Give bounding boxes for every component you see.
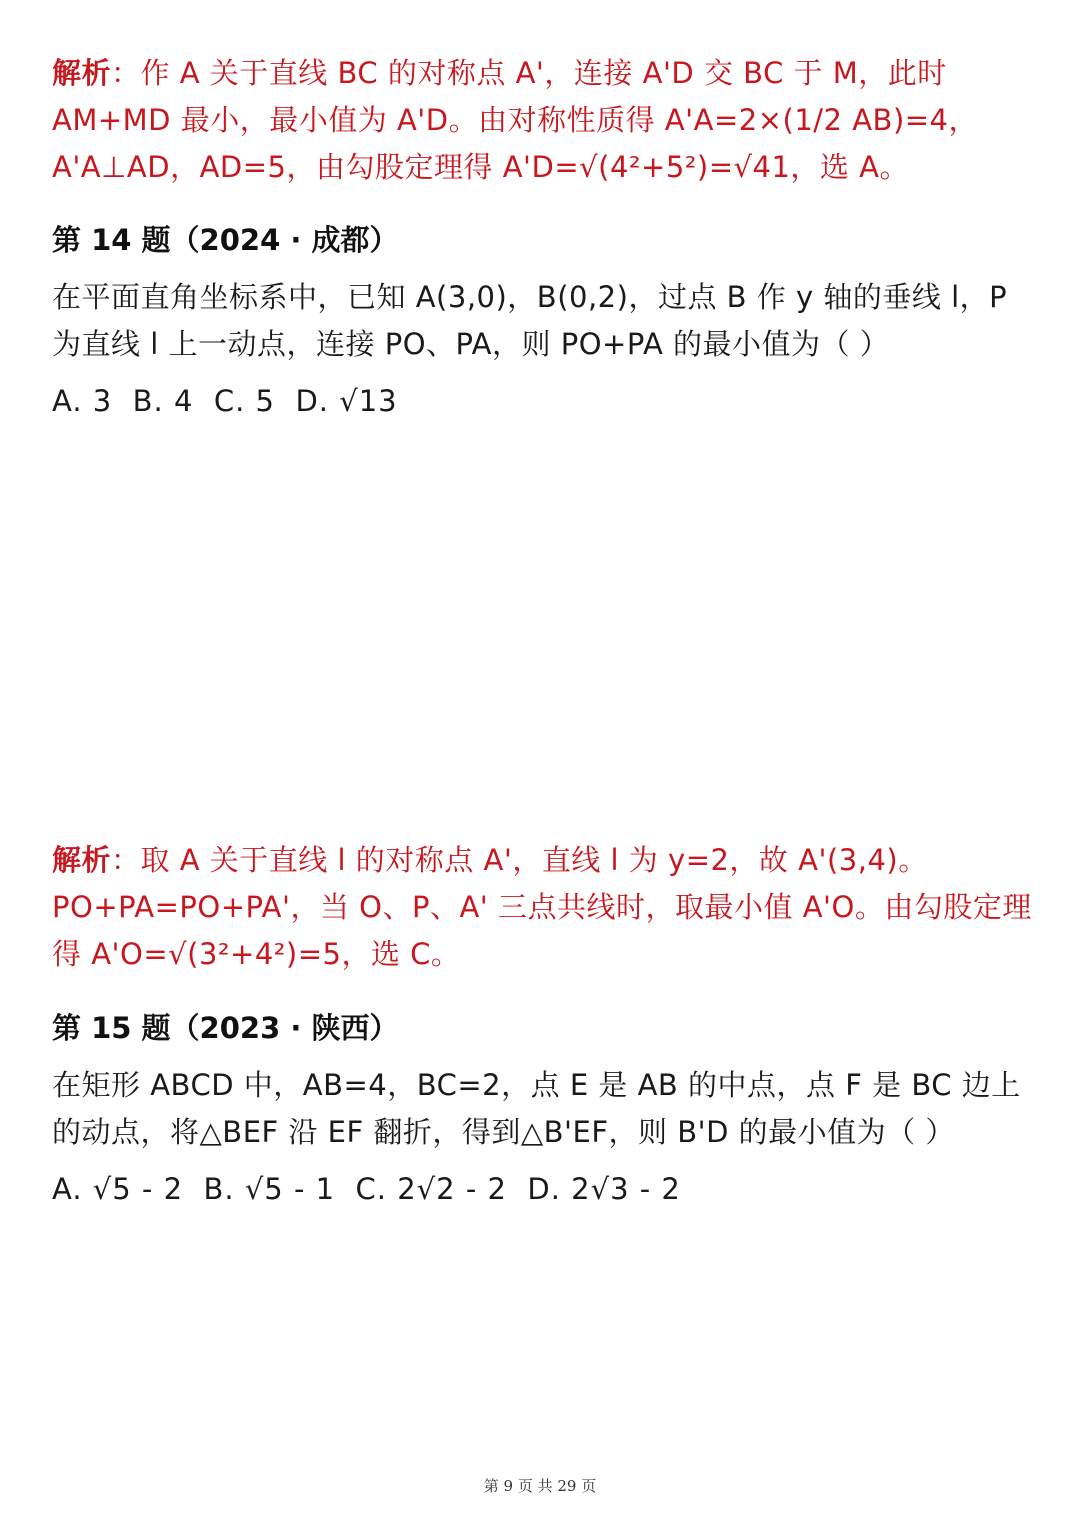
analysis-label: 解析 <box>52 843 112 877</box>
answer-options-14: A. 3 B. 4 C. 5 D. √13 <box>52 384 398 418</box>
question-heading-15: 第 15 题（2023 · 陕西） <box>52 1011 399 1045</box>
analysis-q14 <box>52 837 1032 978</box>
question-text-14: 在平面直角坐标系中，已知 A(3,0)，B(0,2)，过点 B 作 y 轴的垂线 l，P 为直线 l 上一动点，连接 PO、PA，则 PO+PA 的最小值为（ ） <box>52 280 1008 361</box>
analysis-text: ：取 A 关于直线 l 的对称点 A'，直线 l 为 y=2，故 A'(3,4)。PO+PA=PO+PA'，当 O、P、A' 三点共线时，取最小值 A'O。由勾股定理得 A'O=√(3²+4²)=5，选 C。 <box>52 843 1032 971</box>
question-heading-14: 第 14 题（2024 · 成都） <box>52 223 399 257</box>
page-number: 第 9 页 共 29 页 <box>483 1477 597 1495</box>
analysis-text: ：作 A 关于直线 BC 的对称点 A'，连接 A'D 交 BC 于 M，此时 AM+MD 最小，最小值为 A'D。由对称性质得 A'A=2×(1/2 AB)=4，A'A⊥AD，AD=5，由勾股定理得 A'D=√(4²+5²)=√41，选 A。 <box>52 56 979 184</box>
question-text-15: 在矩形 ABCD 中，AB=4，BC=2，点 E 是 AB 的中点，点 F 是 BC 边上的动点，将△BEF 沿 EF 翻折，得到△B'EF，则 B'D 的最小值为（ ） <box>52 1068 1021 1149</box>
analysis-label: 解析 <box>52 56 112 90</box>
answer-options-15: A. √5 - 2 B. √5 - 1 C. 2√2 - 2 D. 2√3 - 2 <box>52 1172 681 1206</box>
analysis-q13 <box>52 50 1032 191</box>
